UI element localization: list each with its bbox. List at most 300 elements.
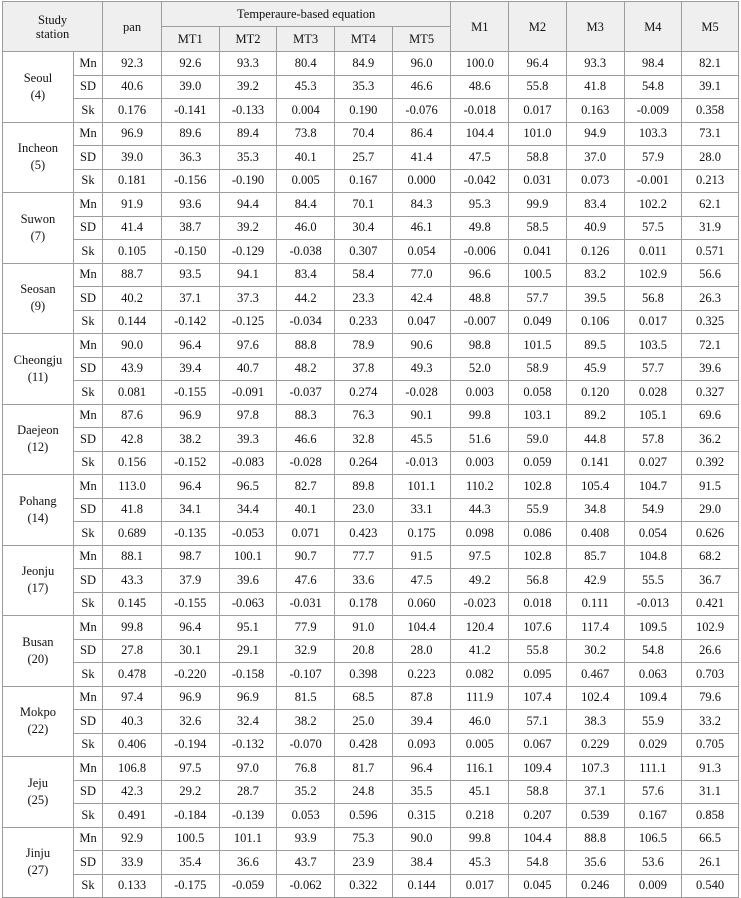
table-row (3, 569, 739, 593)
value-cell: 97.5 (161, 757, 219, 781)
station-cell (3, 122, 74, 193)
value-cell: 46.0 (451, 710, 509, 734)
value-cell: 0.229 (566, 733, 624, 757)
value-cell: 0.054 (392, 240, 451, 264)
value-cell: 30.2 (566, 639, 624, 663)
value-cell: -0.028 (392, 381, 451, 405)
value-cell: -0.107 (277, 663, 335, 687)
value-cell: -0.135 (161, 522, 219, 546)
value-cell: 39.5 (566, 287, 624, 311)
stat-label: SD (73, 75, 102, 99)
value-cell: 35.3 (335, 75, 393, 99)
value-cell: 40.7 (219, 357, 277, 381)
value-cell: 98.7 (161, 545, 219, 569)
value-cell: 54.8 (624, 639, 682, 663)
value-cell: 0.027 (624, 451, 682, 475)
value-cell: 111.1 (624, 757, 682, 781)
value-cell: 0.071 (277, 522, 335, 546)
value-cell: 0.145 (103, 592, 162, 616)
value-cell: 39.6 (682, 357, 739, 381)
value-cell: 0.689 (103, 522, 162, 546)
value-cell: 42.8 (103, 428, 162, 452)
value-cell: 31.9 (682, 216, 739, 240)
value-cell: 43.3 (103, 569, 162, 593)
value-cell: 58.8 (509, 146, 567, 170)
value-cell: 96.4 (392, 757, 451, 781)
value-cell: 26.6 (682, 639, 739, 663)
table-row (3, 451, 739, 475)
value-cell: 0.408 (566, 522, 624, 546)
value-cell: 0.181 (103, 169, 162, 193)
station-name: Daejeon (17, 423, 59, 438)
value-cell: 57.6 (624, 780, 682, 804)
value-cell: 111.9 (451, 686, 509, 710)
station-cell (3, 404, 74, 475)
value-cell: 35.2 (277, 780, 335, 804)
value-cell: 110.2 (451, 475, 509, 499)
table-row (3, 216, 739, 240)
value-cell: 36.3 (161, 146, 219, 170)
stat-label: SD (73, 569, 102, 593)
value-cell: -0.152 (161, 451, 219, 475)
value-cell: 109.5 (624, 616, 682, 640)
value-cell: 41.2 (451, 639, 509, 663)
stat-label: Sk (73, 592, 102, 616)
value-cell: 90.6 (392, 334, 451, 358)
table-row (3, 851, 739, 875)
station-code: (22) (27, 722, 49, 737)
value-cell: 29.1 (219, 639, 277, 663)
value-cell: -0.018 (451, 99, 509, 123)
header-study-station (3, 2, 103, 52)
value-cell: 77.7 (335, 545, 393, 569)
stat-label: SD (73, 287, 102, 311)
value-cell: 48.2 (277, 357, 335, 381)
value-cell: 96.9 (161, 404, 219, 428)
value-cell: 46.6 (392, 75, 451, 99)
value-cell: 37.3 (219, 287, 277, 311)
value-cell: 89.8 (335, 475, 393, 499)
stat-label: SD (73, 780, 102, 804)
value-cell: 23.0 (335, 498, 393, 522)
value-cell: 97.0 (219, 757, 277, 781)
value-cell: 92.3 (103, 52, 162, 76)
value-cell: 0.009 (624, 874, 682, 898)
value-cell: -0.132 (219, 733, 277, 757)
stat-label: SD (73, 710, 102, 734)
table-row (3, 827, 739, 851)
value-cell: 56.8 (624, 287, 682, 311)
value-cell: 56.8 (509, 569, 567, 593)
value-cell: 54.8 (509, 851, 567, 875)
station-cell (3, 827, 74, 898)
table-row (3, 522, 739, 546)
station-code: (12) (27, 440, 49, 455)
value-cell: 39.4 (161, 357, 219, 381)
stat-label: SD (73, 428, 102, 452)
value-cell: 99.9 (509, 193, 567, 217)
value-cell: -0.141 (161, 99, 219, 123)
value-cell: 102.4 (566, 686, 624, 710)
value-cell: 41.4 (392, 146, 451, 170)
stat-label: Mn (73, 475, 102, 499)
value-cell: 48.8 (451, 287, 509, 311)
value-cell: 77.0 (392, 263, 451, 287)
value-cell: 102.8 (509, 545, 567, 569)
value-cell: 116.1 (451, 757, 509, 781)
table-row (3, 592, 739, 616)
stat-label: Mn (73, 52, 102, 76)
value-cell: 47.6 (277, 569, 335, 593)
station-cell (3, 334, 74, 405)
value-cell: 56.6 (682, 263, 739, 287)
value-cell: 36.6 (219, 851, 277, 875)
value-cell: 43.9 (103, 357, 162, 381)
value-cell: 102.8 (509, 475, 567, 499)
station-code: (27) (27, 863, 49, 878)
value-cell: 0.178 (335, 592, 393, 616)
value-cell: 0.017 (451, 874, 509, 898)
value-cell: 45.1 (451, 780, 509, 804)
value-cell: 0.011 (624, 240, 682, 264)
value-cell: 39.1 (682, 75, 739, 99)
stat-label: Mn (73, 334, 102, 358)
value-cell: 109.4 (509, 757, 567, 781)
value-cell: 70.1 (335, 193, 393, 217)
value-cell: 0.218 (451, 804, 509, 828)
value-cell: 0.053 (277, 804, 335, 828)
value-cell: 32.9 (277, 639, 335, 663)
value-cell: 46.6 (277, 428, 335, 452)
table-row (3, 287, 739, 311)
value-cell: -0.009 (624, 99, 682, 123)
value-cell: 81.7 (335, 757, 393, 781)
value-cell: 0.029 (624, 733, 682, 757)
station-name: Incheon (17, 141, 59, 156)
value-cell: -0.059 (219, 874, 277, 898)
value-cell: 37.0 (566, 146, 624, 170)
value-cell: 102.2 (624, 193, 682, 217)
value-cell: 91.9 (103, 193, 162, 217)
value-cell: 83.4 (566, 193, 624, 217)
value-cell: 33.9 (103, 851, 162, 875)
value-cell: 87.6 (103, 404, 162, 428)
value-cell: 28.0 (682, 146, 739, 170)
value-cell: 0.049 (509, 310, 567, 334)
value-cell: 0.264 (335, 451, 393, 475)
header-temperature-group: Temperaure-based equation (161, 2, 451, 27)
value-cell: 107.6 (509, 616, 567, 640)
station-cell (3, 616, 74, 687)
value-cell: 0.325 (682, 310, 739, 334)
value-cell: 86.4 (392, 122, 451, 146)
value-cell: 88.8 (277, 334, 335, 358)
value-cell: 0.327 (682, 381, 739, 405)
stat-label: Sk (73, 733, 102, 757)
value-cell: 35.4 (161, 851, 219, 875)
value-cell: 0.423 (335, 522, 393, 546)
header-m4: M4 (624, 2, 682, 52)
value-cell: 42.9 (566, 569, 624, 593)
station-code: (7) (30, 228, 46, 243)
value-cell: 0.467 (566, 663, 624, 687)
value-cell: -0.184 (161, 804, 219, 828)
stat-label: Sk (73, 169, 102, 193)
value-cell: 95.1 (219, 616, 277, 640)
statistics-table (2, 1, 739, 898)
value-cell: 58.9 (509, 357, 567, 381)
value-cell: 39.2 (219, 75, 277, 99)
value-cell: 84.4 (277, 193, 335, 217)
stat-label: Sk (73, 522, 102, 546)
value-cell: 35.3 (219, 146, 277, 170)
value-cell: 0.018 (509, 592, 567, 616)
header-mt3: MT3 (277, 27, 335, 52)
value-cell: 0.156 (103, 451, 162, 475)
value-cell: 35.5 (392, 780, 451, 804)
value-cell: 57.8 (624, 428, 682, 452)
value-cell: 97.6 (219, 334, 277, 358)
value-cell: 57.9 (624, 146, 682, 170)
value-cell: 0.478 (103, 663, 162, 687)
value-cell: 46.0 (277, 216, 335, 240)
value-cell: 57.5 (624, 216, 682, 240)
station-cell (3, 686, 74, 757)
stat-label: Mn (73, 122, 102, 146)
stat-label: Mn (73, 757, 102, 781)
value-cell: 0.098 (451, 522, 509, 546)
value-cell: 0.081 (103, 381, 162, 405)
value-cell: 43.7 (277, 851, 335, 875)
value-cell: 92.9 (103, 827, 162, 851)
value-cell: 97.4 (103, 686, 162, 710)
table-row (3, 122, 739, 146)
value-cell: 38.2 (277, 710, 335, 734)
value-cell: 57.7 (624, 357, 682, 381)
value-cell: 73.8 (277, 122, 335, 146)
value-cell: 104.7 (624, 475, 682, 499)
value-cell: 20.8 (335, 639, 393, 663)
value-cell: 72.1 (682, 334, 739, 358)
value-cell: 104.4 (451, 122, 509, 146)
value-cell: 120.4 (451, 616, 509, 640)
value-cell: -0.155 (161, 592, 219, 616)
value-cell: 0.705 (682, 733, 739, 757)
value-cell: 90.1 (392, 404, 451, 428)
value-cell: 51.6 (451, 428, 509, 452)
value-cell: 69.6 (682, 404, 739, 428)
value-cell: 85.7 (566, 545, 624, 569)
value-cell: 104.4 (392, 616, 451, 640)
value-cell: 101.1 (219, 827, 277, 851)
header-m3: M3 (566, 2, 624, 52)
stat-label: Mn (73, 616, 102, 640)
value-cell: 0.858 (682, 804, 739, 828)
value-cell: 0.626 (682, 522, 739, 546)
value-cell: 100.5 (509, 263, 567, 287)
value-cell: -0.038 (277, 240, 335, 264)
value-cell: 0.095 (509, 663, 567, 687)
station-name: Pohang (19, 493, 57, 508)
stat-label: Sk (73, 310, 102, 334)
value-cell: -0.034 (277, 310, 335, 334)
value-cell: 107.4 (509, 686, 567, 710)
stat-label: Sk (73, 663, 102, 687)
value-cell: 45.5 (392, 428, 451, 452)
value-cell: 99.8 (451, 404, 509, 428)
value-cell: 83.2 (566, 263, 624, 287)
value-cell: -0.006 (451, 240, 509, 264)
header-mt5: MT5 (392, 27, 451, 52)
value-cell: 88.1 (103, 545, 162, 569)
stat-label: Sk (73, 804, 102, 828)
value-cell: -0.190 (219, 169, 277, 193)
value-cell: 37.1 (566, 780, 624, 804)
value-cell: 54.8 (624, 75, 682, 99)
value-cell: 55.9 (509, 498, 567, 522)
value-cell: 26.1 (682, 851, 739, 875)
value-cell: 98.4 (624, 52, 682, 76)
value-cell: 29.2 (161, 780, 219, 804)
stat-label: Sk (73, 451, 102, 475)
value-cell: -0.037 (277, 381, 335, 405)
value-cell: 0.539 (566, 804, 624, 828)
value-cell: 95.3 (451, 193, 509, 217)
value-cell: 41.8 (103, 498, 162, 522)
station-code: (5) (30, 158, 46, 173)
header-m5: M5 (682, 2, 739, 52)
value-cell: -0.091 (219, 381, 277, 405)
value-cell: 90.0 (103, 334, 162, 358)
table-row (3, 428, 739, 452)
value-cell: 30.1 (161, 639, 219, 663)
value-cell: 107.3 (566, 757, 624, 781)
value-cell: 0.004 (277, 99, 335, 123)
value-cell: 96.0 (392, 52, 451, 76)
value-cell: 0.163 (566, 99, 624, 123)
value-cell: 45.9 (566, 357, 624, 381)
table-row (3, 804, 739, 828)
value-cell: 80.4 (277, 52, 335, 76)
table-row (3, 334, 739, 358)
value-cell: 89.2 (566, 404, 624, 428)
table-row (3, 52, 739, 76)
station-code: (25) (27, 792, 49, 807)
table-row (3, 240, 739, 264)
value-cell: 38.3 (566, 710, 624, 734)
table-row (3, 757, 739, 781)
value-cell: -0.042 (451, 169, 509, 193)
value-cell: -0.062 (277, 874, 335, 898)
value-cell: 25.7 (335, 146, 393, 170)
value-cell: -0.142 (161, 310, 219, 334)
value-cell: 93.6 (161, 193, 219, 217)
value-cell: -0.013 (392, 451, 451, 475)
value-cell: 0.086 (509, 522, 567, 546)
station-cell (3, 193, 74, 264)
stat-label: Sk (73, 874, 102, 898)
value-cell: 94.4 (219, 193, 277, 217)
value-cell: -0.031 (277, 592, 335, 616)
value-cell: 39.0 (103, 146, 162, 170)
value-cell: 0.060 (392, 592, 451, 616)
stat-label: Sk (73, 240, 102, 264)
value-cell: -0.070 (277, 733, 335, 757)
value-cell: 44.8 (566, 428, 624, 452)
table-row (3, 381, 739, 405)
value-cell: 0.322 (335, 874, 393, 898)
value-cell: -0.076 (392, 99, 451, 123)
value-cell: 91.0 (335, 616, 393, 640)
value-cell: 39.2 (219, 216, 277, 240)
value-cell: 44.2 (277, 287, 335, 311)
value-cell: 101.5 (509, 334, 567, 358)
value-cell: 82.1 (682, 52, 739, 76)
value-cell: 40.9 (566, 216, 624, 240)
value-cell: 96.4 (161, 475, 219, 499)
station-code: (11) (27, 369, 49, 384)
value-cell: 113.0 (103, 475, 162, 499)
value-cell: 89.5 (566, 334, 624, 358)
value-cell: 96.6 (451, 263, 509, 287)
station-cell (3, 757, 74, 828)
value-cell: 106.8 (103, 757, 162, 781)
value-cell: 97.8 (219, 404, 277, 428)
value-cell: 29.0 (682, 498, 739, 522)
value-cell: 0.126 (566, 240, 624, 264)
table-row (3, 357, 739, 381)
value-cell: 0.141 (566, 451, 624, 475)
station-cell (3, 475, 74, 546)
value-cell: 32.8 (335, 428, 393, 452)
value-cell: -0.158 (219, 663, 277, 687)
value-cell: 49.2 (451, 569, 509, 593)
value-cell: 47.5 (392, 569, 451, 593)
value-cell: 27.8 (103, 639, 162, 663)
value-cell: 40.3 (103, 710, 162, 734)
value-cell: 0.398 (335, 663, 393, 687)
value-cell: 96.5 (219, 475, 277, 499)
value-cell: 0.045 (509, 874, 567, 898)
value-cell: 0.017 (509, 99, 567, 123)
value-cell: 92.6 (161, 52, 219, 76)
value-cell: 93.9 (277, 827, 335, 851)
value-cell: 0.063 (624, 663, 682, 687)
value-cell: 103.3 (624, 122, 682, 146)
table-row (3, 193, 739, 217)
value-cell: 42.4 (392, 287, 451, 311)
stat-label: Mn (73, 404, 102, 428)
value-cell: 52.0 (451, 357, 509, 381)
value-cell: 34.4 (219, 498, 277, 522)
value-cell: 59.0 (509, 428, 567, 452)
stat-label: SD (73, 498, 102, 522)
table-row (3, 404, 739, 428)
value-cell: 105.1 (624, 404, 682, 428)
value-cell: 0.105 (103, 240, 162, 264)
value-cell: 40.1 (277, 146, 335, 170)
value-cell: -0.220 (161, 663, 219, 687)
station-name: Busan (22, 634, 54, 649)
header-pan: pan (103, 2, 162, 52)
value-cell: 106.5 (624, 827, 682, 851)
value-cell: 83.4 (277, 263, 335, 287)
value-cell: 89.6 (161, 122, 219, 146)
value-cell: -0.155 (161, 381, 219, 405)
value-cell: 99.8 (103, 616, 162, 640)
header-study-line2: station (35, 26, 70, 41)
header-mt1: MT1 (161, 27, 219, 52)
